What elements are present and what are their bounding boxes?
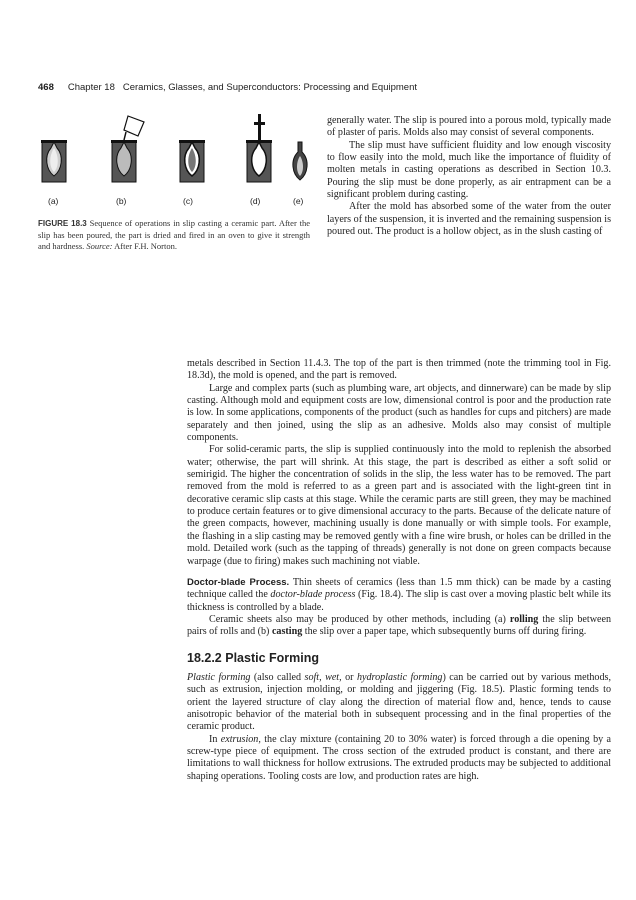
- figure-label-c: (c): [183, 196, 193, 206]
- figure-label-d: (d): [250, 196, 261, 206]
- paragraph: Plastic forming (also called soft, wet, or hydroplastic forming) can be carried out by various methods, such as extrusion, injection molding, or molding and jiggering (Fig. 18.5). Plastic forming tends to orient the layered structure of clay along the direction of material flow and, hence, tends to cause anisotropic behavior of the material both in subsequent processing and in the final properties of the ceramic product.: [187, 671, 611, 733]
- paragraph: For solid-ceramic parts, the slip is supplied continuously into the mold to replenish the absorbed water; otherwise, the part will shrink. At this stage, the part is described as either a soft solid or semirigid. The higher the concentration of solids in the slip, the less water has to be removed. The part removed from the mold is referred to as a green part and is associated with the light-green tint in decorative ceramic slip casts at this stage. While the ceramic parts are still green, they may be machined to produce certain features or to give dimensional accuracy to the parts. Because of the delicate nature of the green compacts, however, machining usually is done manually or with simple tools. For example, the flashing in a slip casting may be removed gently with a fine wire brush, or holes can be drilled in the mold. Detailed work (such as the tapping of threads) generally is not done on green compacts because warpage (due to firing) makes such machining not viable.: [187, 444, 611, 567]
- figure-source-text: After F.H. Norton.: [114, 240, 177, 251]
- page-number: 468: [38, 82, 54, 93]
- running-header: [38, 82, 417, 93]
- chapter-number: Chapter 18: [67, 82, 115, 93]
- mold-b-illustration: [111, 116, 144, 182]
- mold-a-illustration: [41, 140, 67, 182]
- paragraph: generally water. The slip is poured into a porous mold, typically made of plaster of paris. Molds also may consist of several components.: [327, 115, 611, 139]
- paragraph: The slip must have sufficient fluidity and low enough viscosity to flow easily into the mold, much like the importance of fluidity of molten metals in casting operations as described in Section 10.3. Pouring the slip must be done properly, as air entrapment can be a significant problem during casting.: [327, 139, 611, 201]
- term: rolling: [509, 613, 539, 625]
- finished-part-illustration: [293, 142, 307, 180]
- paragraph: Ceramic sheets also may be produced by other methods, including (a) rolling the slip between pairs of rolls and (b) casting the slip over a paper tape, which subsequently burns off during firing.: [187, 613, 611, 638]
- figure-source-label: Source:: [86, 240, 113, 251]
- figure-caption-label: FIGURE 18.3: [38, 219, 87, 228]
- term: hydroplastic forming: [356, 671, 443, 683]
- paragraph: metals described in Section 11.4.3. The top of the part is then trimmed (note the trimming tool in Fig. 18.3d), the mold is opened, and the part is removed.: [187, 358, 611, 382]
- slip-casting-figure: [40, 112, 315, 212]
- figure-label-a: (a): [48, 196, 59, 206]
- section-heading: 18.2.2 Plastic Forming: [187, 650, 319, 665]
- term: Plastic forming: [187, 671, 251, 683]
- term: soft, wet,: [304, 671, 342, 683]
- paragraph: Large and complex parts (such as plumbing ware, art objects, and dinnerware) can be made by slip casting. Although mold and equipment costs are low, dimensional control is poor and the production rate is low. In some applications, components of the product (such as handles for cups and pitchers) are made separately and then joined, using the slip as an adhesive. Molds also may consist of multiple components.: [187, 382, 611, 444]
- paragraph: In extrusion, the clay mixture (containing 20 to 30% water) is forced through a die opening by a screw-type piece of equipment. The cross section of the extruded product is constant, and there are limitations to wall thickness for hollow extrusions. The extruded products may be subjected to additional shaping operations. Tooling costs are low, and production rates are high.: [187, 733, 611, 782]
- mold-d-illustration: [246, 114, 272, 182]
- term: doctor-blade process: [270, 589, 356, 601]
- right-column: [327, 115, 611, 238]
- main-column: [187, 358, 611, 783]
- mold-c-illustration: [179, 140, 205, 182]
- paragraph-doctor-blade: Doctor-blade Process. Thin sheets of ceramics (less than 1.5 mm thick) can be made by a casting technique called the doctor-blade process (Fig. 18.4). The slip is cast over a moving plastic belt while its thickness is controlled by a blade.: [187, 576, 612, 613]
- figure-caption-text: Sequence of operations in slip casting a ceramic part. After the slip has been poured, the part is dried and fired in an oven to give it strength and hardness.: [38, 218, 311, 251]
- run-in-heading: Doctor-blade Process.: [187, 576, 290, 588]
- term: extrusion,: [220, 733, 261, 745]
- term: casting: [271, 626, 303, 638]
- figure-caption: [38, 218, 310, 251]
- figure-label-e: (e): [293, 196, 304, 206]
- chapter-title: Ceramics, Glasses, and Superconductors: Processing and Equipment: [122, 82, 417, 93]
- paragraph: After the mold has absorbed some of the water from the outer layers of the suspension, it is inverted and the remaining suspension is poured out. The product is a hollow object, as in the slush casting of: [327, 201, 611, 238]
- figure-label-b: (b): [116, 196, 127, 206]
